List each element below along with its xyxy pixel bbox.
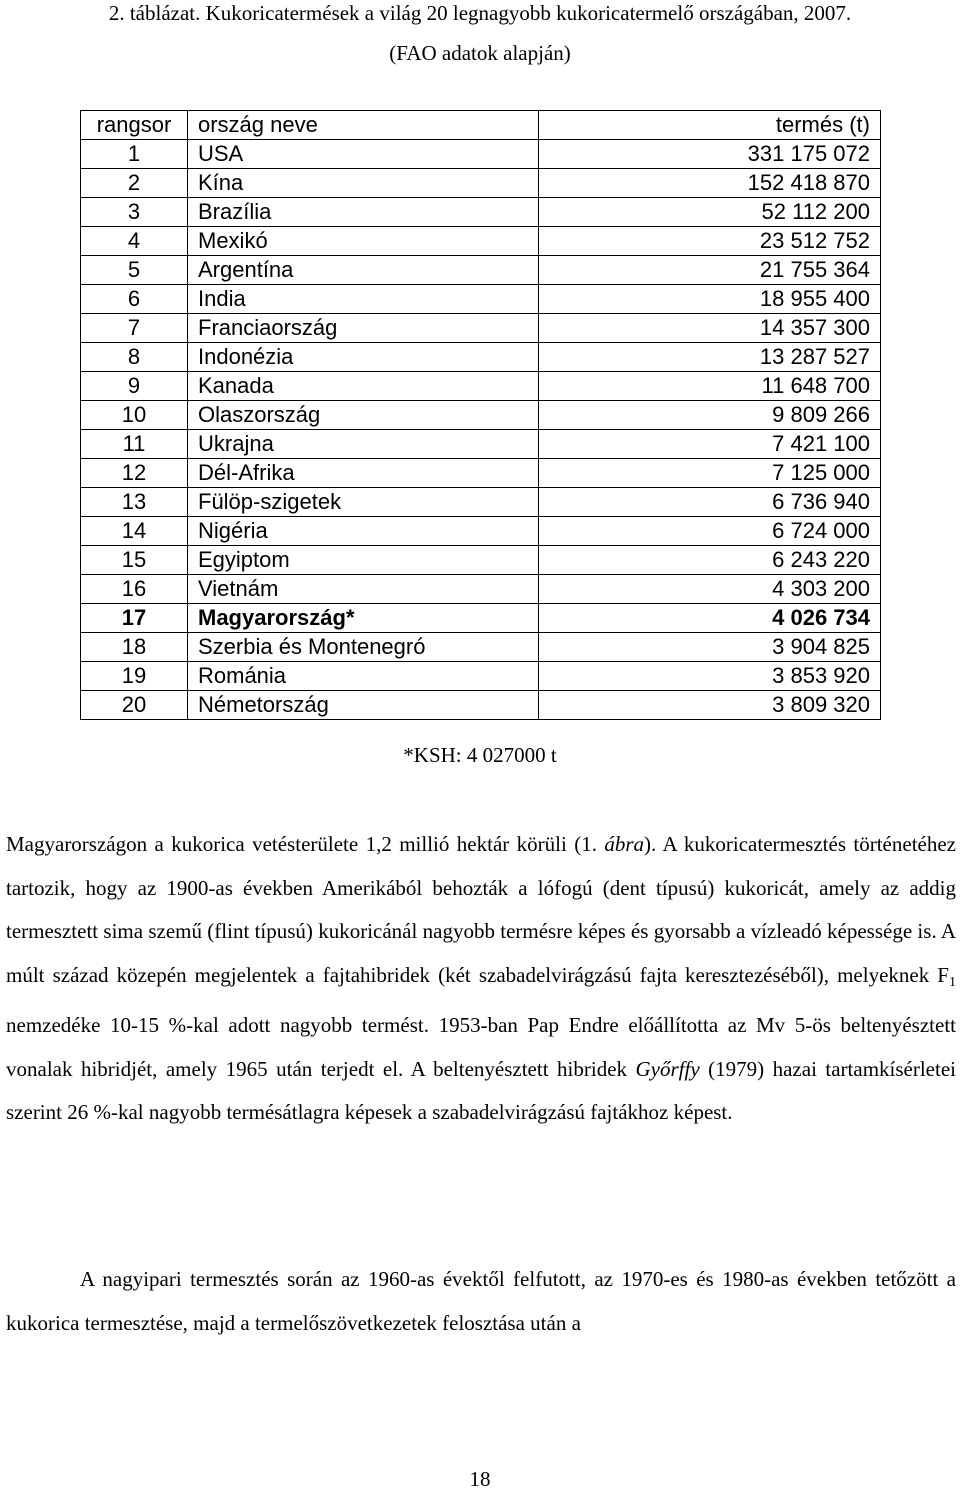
yield-cell: 52 112 200 [539,198,881,227]
table-row [81,140,881,169]
country-cell: Magyarország* [188,604,539,633]
table-row [81,459,881,488]
table-row [81,546,881,575]
paragraph-text: (1979) hazai tartamkísérletei szerint 26 %-kal nagyobb termésátlagra képesek a szabadelvirágzású fajtákhoz képest. [6,1056,956,1124]
table-row [81,401,881,430]
column-header-rank: rangsor [81,111,188,140]
table-row [81,343,881,372]
country-cell: Németország [188,691,539,720]
country-cell: Fülöp-szigetek [188,488,539,517]
table-row [81,517,881,546]
rank-cell: 14 [81,517,188,546]
column-header-yield: termés (t) [539,111,881,140]
rank-cell: 13 [81,488,188,517]
rank-cell: 6 [81,285,188,314]
yield-cell: 13 287 527 [539,343,881,372]
country-cell: Kanada [188,372,539,401]
paragraph-text: ). A kukoricatermesztés történetéhez tartozik, hogy az 1900-as években Amerikából behozták a lófogú (dent típusú) kukoricát, amely az addig termesztett sima szemű (flint típusú) kukoricánál nagyobb termésre képes és gyorsabb a vízleadó képessége is. A múlt század közepén megjelentek a fajtahibridek (két szabadelvirágzású fajta keresztezéséből), melyeknek F [6,832,956,987]
yield-cell: 9 809 266 [539,401,881,430]
figure-reference: ábra [604,832,645,856]
body-paragraph-1 [6,823,956,1135]
table-row [81,198,881,227]
page-number: 18 [469,1467,491,1491]
rank-cell: 2 [81,169,188,198]
country-cell: Kína [188,169,539,198]
yield-cell: 21 755 364 [539,256,881,285]
column-header-country: ország neve [188,111,539,140]
rank-cell: 12 [81,459,188,488]
rank-cell: 11 [81,430,188,459]
country-cell: Egyiptom [188,546,539,575]
yield-cell: 18 955 400 [539,285,881,314]
yield-cell: 6 736 940 [539,488,881,517]
country-cell: India [188,285,539,314]
yield-cell: 3 904 825 [539,633,881,662]
country-cell: Indonézia [188,343,539,372]
paragraph-text: Magyarországon a kukorica vetésterülete 1,2 millió hektár körüli (1. [6,832,605,856]
yield-cell: 14 357 300 [539,314,881,343]
subscript: 1 [949,974,956,990]
rank-cell: 5 [81,256,188,285]
table-source-note: (FAO adatok alapján) [389,41,571,65]
country-cell: Mexikó [188,227,539,256]
rank-cell: 3 [81,198,188,227]
country-cell: Vietnám [188,575,539,604]
rank-cell: 7 [81,314,188,343]
table-row [81,372,881,401]
rank-cell: 10 [81,401,188,430]
country-cell: Nigéria [188,517,539,546]
yield-cell: 6 724 000 [539,517,881,546]
country-cell: Brazília [188,198,539,227]
table-row [81,633,881,662]
yield-cell: 152 418 870 [539,169,881,198]
yield-cell: 4 303 200 [539,575,881,604]
country-cell: Olaszország [188,401,539,430]
yield-cell: 3 809 320 [539,691,881,720]
maize-production-table [80,110,881,720]
yield-cell: 7 421 100 [539,430,881,459]
author-citation: Győrffy [635,1056,700,1081]
paragraph-text: nemzedéke 10-15 %-kal adott nagyobb termést. 1953-ban Pap Endre előállította az Mv 5-ös beltenyésztett vonalak hibridjét, amely 1965 után terjedt el. A beltenyésztett hibridek [6,1013,956,1081]
rank-cell: 15 [81,546,188,575]
table-row [81,285,881,314]
rank-cell: 19 [81,662,188,691]
table-body [81,140,881,720]
table-row [81,430,881,459]
rank-cell: 4 [81,227,188,256]
rank-cell: 8 [81,343,188,372]
table-row [81,662,881,691]
rank-cell: 18 [81,633,188,662]
table-row [81,691,881,720]
rank-cell: 16 [81,575,188,604]
country-cell: Dél-Afrika [188,459,539,488]
table-footnote: *KSH: 4 027000 t [403,743,557,767]
table-row [81,604,881,633]
rank-cell: 17 [81,604,188,633]
table-row [81,575,881,604]
table-row [81,256,881,285]
rank-cell: 9 [81,372,188,401]
country-cell: Franciaország [188,314,539,343]
table-caption: 2. táblázat. Kukoricatermések a világ 20 legnagyobb kukoricatermelő országában, 2007. [108,1,852,25]
country-cell: Szerbia és Montenegró [188,633,539,662]
table-header-row [81,111,881,140]
country-cell: Románia [188,662,539,691]
table-row [81,488,881,517]
country-cell: Argentína [188,256,539,285]
rank-cell: 20 [81,691,188,720]
country-cell: Ukrajna [188,430,539,459]
body-paragraph-2: A nagyipari termesztés során az 1960-as évektől felfutott, az 1970-es és 1980-as években tetőzött a kukorica termesztése, majd a termelőszövetkezetek felosztása után a [6,1267,956,1335]
yield-cell: 3 853 920 [539,662,881,691]
yield-cell: 4 026 734 [539,604,881,633]
yield-cell: 11 648 700 [539,372,881,401]
country-cell: USA [188,140,539,169]
table-row [81,169,881,198]
table-row [81,227,881,256]
yield-cell: 6 243 220 [539,546,881,575]
table-row [81,314,881,343]
rank-cell: 1 [81,140,188,169]
yield-cell: 23 512 752 [539,227,881,256]
yield-cell: 331 175 072 [539,140,881,169]
yield-cell: 7 125 000 [539,459,881,488]
